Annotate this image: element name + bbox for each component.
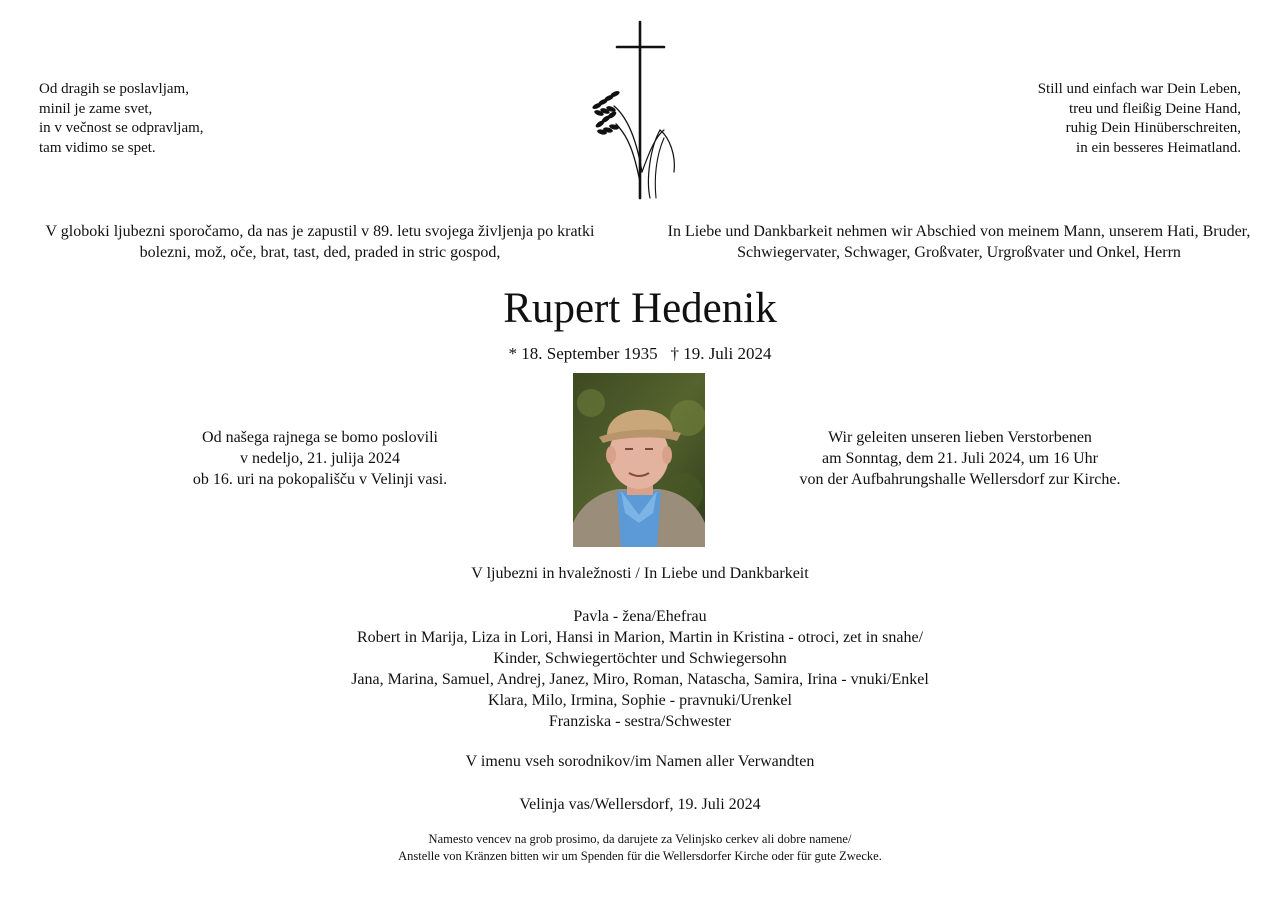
mourner-line: Robert in Marija, Liza in Lori, Hansi in Marion, Martin in Kristina - otroci, zet in snahe/ bbox=[356, 629, 924, 646]
birth-date: * 18. September 1935 bbox=[508, 344, 658, 363]
portrait-photo bbox=[573, 373, 705, 547]
thanks-heading: V ljubezni in hvaležnosti / In Liebe und Dankbarkeit bbox=[471, 565, 809, 582]
life-dates bbox=[0, 343, 1280, 365]
note-line: Namesto vencev na grob prosimo, da darujete za Velinjsko cerkev ali dobre namene/ bbox=[428, 832, 852, 846]
mourner-line: Jana, Marina, Samuel, Andrej, Janez, Miro, Roman, Natascha, Samira, Irina - vnuki/Enkel bbox=[351, 671, 929, 688]
verse-line: minil je zame svet, bbox=[39, 100, 153, 117]
note-line: Anstelle von Kränzen bitten wir um Spenden für die Wellersdorfer Kirche oder für gute Zwecke. bbox=[398, 849, 882, 863]
funeral-info-slovenian bbox=[130, 427, 510, 490]
verse-line: treu und fleißig Deine Hand, bbox=[1068, 100, 1241, 117]
mourner-line: Franziska - sestra/Schwester bbox=[548, 713, 732, 730]
verse-line: in v večnost se odpravljam, bbox=[39, 120, 204, 136]
verse-line: in ein besseres Heimatland. bbox=[1076, 139, 1241, 156]
verse-line: Still und einfach war Dein Leben, bbox=[1037, 81, 1241, 97]
donation-note bbox=[0, 831, 1280, 865]
intro-slovenian: V globoki ljubezni sporočamo, da nas je zapustil v 89. letu svojega življenja po kratki bolezni, mož, oče, brat, tast, ded, praded in stric gospod, bbox=[45, 223, 595, 261]
funeral-line: am Sonntag, dem 21. Juli 2024, um 16 Uhr bbox=[822, 450, 1098, 467]
mourner-line: Klara, Milo, Irmina, Sophie - pravnuki/Urenkel bbox=[488, 692, 792, 709]
verse-german bbox=[1038, 80, 1241, 158]
cross-with-wheat-icon bbox=[584, 20, 684, 202]
funeral-line: Wir geleiten unseren lieben Verstorbenen bbox=[828, 429, 1092, 446]
verse-line: Od dragih se poslavljam, bbox=[39, 81, 189, 97]
deceased-name: Rupert Hedenik bbox=[503, 285, 777, 332]
place-date: Velinja vas/Wellersdorf, 19. Juli 2024 bbox=[519, 796, 761, 813]
mourner-line: Pavla - žena/Ehefrau bbox=[573, 608, 707, 625]
funeral-line: v nedeljo, 21. julija 2024 bbox=[240, 450, 400, 467]
funeral-line: ob 16. uri na pokopališču v Velinji vasi. bbox=[192, 471, 448, 488]
mourners-list bbox=[0, 606, 1280, 732]
verse-line: ruhig Dein Hinüberschreiten, bbox=[1065, 120, 1241, 136]
funeral-line: Od našega rajnega se bomo poslovili bbox=[202, 429, 438, 446]
funeral-info-german bbox=[760, 427, 1160, 490]
verse-slovenian bbox=[39, 80, 204, 158]
death-date: † 19. Juli 2024 bbox=[670, 344, 772, 363]
mourner-line: Kinder, Schwiegertöchter und Schwiegersohn bbox=[493, 650, 787, 667]
verse-line: tam vidimo se spet. bbox=[39, 139, 156, 156]
on-behalf-line: V imenu vseh sorodnikov/im Namen aller Verwandten bbox=[465, 753, 815, 770]
funeral-line: von der Aufbahrungshalle Wellersdorf zur Kirche. bbox=[799, 471, 1121, 488]
intro-german: In Liebe und Dankbarkeit nehmen wir Abschied von meinem Mann, unserem Hati, Bruder, Schwiegervater, Schwager, Großvater, Urgroßvater und Onkel, Herrn bbox=[667, 223, 1251, 261]
